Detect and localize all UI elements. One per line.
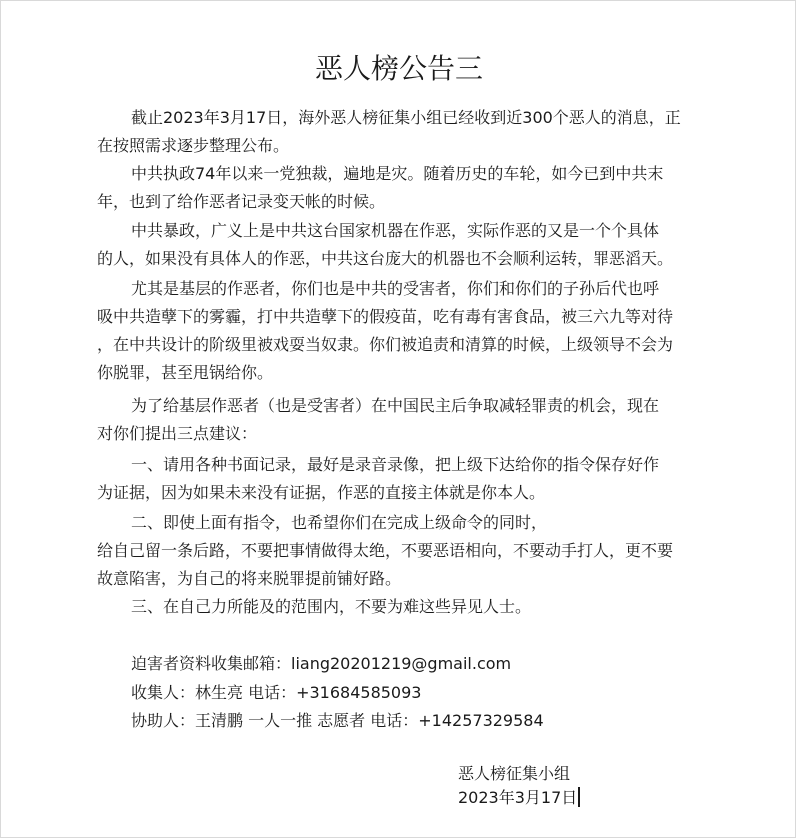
signature-date-row <box>458 786 580 810</box>
body-line: 在按照需求逐步整理公布。 <box>97 136 290 155</box>
body-line: 中共暴政，广义上是中共这台国家机器在作恶，实际作恶的又是一个个具体 <box>131 221 660 240</box>
body-line: 故意陷害，为自己的将来脱罪提前铺好路。 <box>97 569 402 588</box>
body-line: 年，也到了给作恶者记录变天帐的时候。 <box>97 192 386 211</box>
page-title: 恶人榜公告三 <box>314 52 483 85</box>
text-cursor <box>578 787 580 807</box>
body-line: 三、在自己力所能及的范围内，不要为难这些异见人士。 <box>131 597 532 616</box>
body-line: 二、即使上面有指令，也希望你们在完成上级命令的同时， <box>131 513 548 532</box>
signature-org: 恶人榜征集小组 <box>458 764 571 783</box>
contact-email: 迫害者资料收集邮箱：liang20201219@gmail.com <box>131 654 512 673</box>
body-line: 截止2023年3月17日，海外恶人榜征集小组已经收到近300个恶人的消息，正 <box>131 108 681 127</box>
signature-date: 2023年3月17日 <box>458 788 578 807</box>
body-line: 中共执政74年以来一党独裁，遍地是灾。随着历史的车轮，如今已到中共末 <box>131 164 664 183</box>
body-line: 为证据，因为如果未来没有证据，作恶的直接主体就是你本人。 <box>97 483 546 502</box>
contact-collector: 收集人：林生亮 电话：+31684585093 <box>131 683 422 702</box>
body-line: 为了给基层作恶者（也是受害者）在中国民主后争取减轻罪责的机会，现在 <box>131 396 660 415</box>
body-line: 你脱罪，甚至甩锅给你。 <box>97 363 274 382</box>
body-line: 对你们提出三点建议： <box>97 424 258 443</box>
contact-assistant: 协助人：王清鹏 一人一推 志愿者 电话：+14257329584 <box>131 711 544 730</box>
body-line: 的人，如果没有具体人的作恶，中共这台庞大的机器也不会顺利运转，罪恶滔天。 <box>97 249 674 268</box>
body-line: 尤其是基层的作恶者，你们也是中共的受害者，你们和你们的子孙后代也呼 <box>131 279 660 298</box>
body-line: 给自己留一条后路，不要把事情做得太绝，不要恶语相向，不要动手打人，更不要 <box>97 541 674 560</box>
body-line: ，在中共设计的阶级里被戏耍当奴隶。你们被追责和清算的时候，上级领导不会为 <box>97 335 674 354</box>
body-line: 吸中共造孽下的雾霾，打中共造孽下的假疫苗，吃有毒有害食品，被三六九等对待 <box>97 307 674 326</box>
body-line: 一、请用各种书面记录，最好是录音录像，把上级下达给你的指令保存好作 <box>131 455 660 474</box>
